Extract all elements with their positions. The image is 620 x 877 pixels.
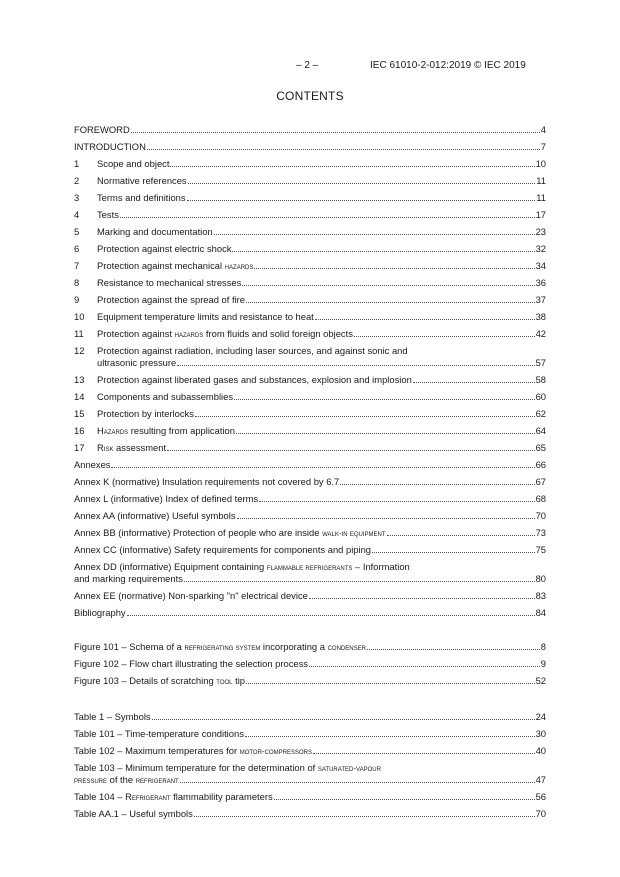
toc-entry[interactable] <box>74 459 546 471</box>
entry-title <box>97 226 213 238</box>
page-number: 4 <box>540 124 546 135</box>
page-number: 70 <box>535 510 546 521</box>
toc-entry[interactable] <box>74 277 546 289</box>
dot-leader <box>274 791 535 800</box>
dot-leader <box>245 728 535 737</box>
small-caps-term: refrigerating system <box>184 643 261 652</box>
toc-entry[interactable] <box>74 425 546 437</box>
entry-text: Protection by interlocks <box>97 408 194 419</box>
page-number: 17 <box>535 209 546 220</box>
toc-entry[interactable] <box>74 408 546 420</box>
dot-leader <box>246 675 535 684</box>
entry-number: 8 <box>74 277 80 288</box>
dot-leader <box>167 442 534 451</box>
dot-leader <box>188 175 536 184</box>
page-number: 80 <box>535 573 546 584</box>
dot-leader <box>177 357 534 366</box>
page-number: 32 <box>535 243 546 254</box>
page-number: 11 <box>536 175 546 186</box>
table-entry[interactable] <box>74 745 546 757</box>
small-caps-term: pressure <box>74 776 108 785</box>
dot-leader <box>194 808 535 817</box>
entry-title <box>97 357 176 369</box>
small-caps-term: walk-in equipment <box>322 529 386 538</box>
entry-title <box>74 774 179 787</box>
toc-entry[interactable] <box>74 311 546 323</box>
dot-leader <box>111 459 534 468</box>
entry-number: 1 <box>74 158 80 169</box>
entry-text: Annex AA (informative) Useful symbols <box>74 510 236 521</box>
entry-text: Table 1 – Symbols <box>74 711 151 722</box>
small-caps-term: condenser <box>327 643 366 652</box>
page-number: 38 <box>535 311 546 322</box>
dot-leader <box>180 774 535 783</box>
entry-text: Table 102 – Maximum temperatures for <box>74 745 240 756</box>
entry-text: Normative references <box>97 175 187 186</box>
small-caps-term: hazards <box>174 330 204 339</box>
entry-text: Tests <box>97 209 119 220</box>
page-number: 36 <box>535 277 546 288</box>
entry-title <box>74 476 339 488</box>
entry-number: 17 <box>74 442 85 453</box>
dot-leader <box>259 493 534 502</box>
toc-entry[interactable] <box>74 328 546 340</box>
small-caps-term: hazards <box>224 262 254 271</box>
entry-title: Protection against radiation, including laser sources, and against sonic and <box>97 345 408 356</box>
small-caps-term: Risk <box>97 442 114 453</box>
page-number: 10 <box>535 158 546 169</box>
page-number: 23 <box>535 226 546 237</box>
toc-entry[interactable] <box>74 391 546 403</box>
page-number: – 2 – <box>296 60 319 71</box>
entry-text: tip <box>232 675 246 686</box>
page-number: 58 <box>535 374 546 385</box>
dot-leader <box>340 476 534 485</box>
toc-entry[interactable] <box>74 573 546 585</box>
toc-entry[interactable] <box>74 141 546 153</box>
small-caps-term: flammable refrigerants <box>266 563 353 572</box>
page-number: 67 <box>535 476 546 487</box>
entry-text: Table 104 – <box>74 791 126 802</box>
dot-leader <box>242 277 534 286</box>
dot-leader <box>195 408 535 417</box>
page-number: 66 <box>535 459 546 470</box>
entry-number: 5 <box>74 226 80 237</box>
entry-title <box>97 260 253 273</box>
dot-leader <box>309 590 535 599</box>
entry-title <box>74 510 236 522</box>
toc-entry[interactable] <box>74 357 546 369</box>
entry-title <box>97 425 235 438</box>
entry-text: Figure 103 – Details of scratching <box>74 675 217 686</box>
dot-leader <box>309 658 540 667</box>
entry-text: Protection against liberated gases and substances, explosion and implosion <box>97 374 412 385</box>
dot-leader <box>367 641 540 650</box>
entry-title <box>97 294 245 306</box>
toc-entry[interactable] <box>74 476 546 488</box>
entry-title <box>74 675 245 688</box>
toc-entry[interactable] <box>74 544 546 556</box>
toc-entry[interactable] <box>74 442 546 454</box>
toc-entry[interactable] <box>74 260 546 272</box>
dot-leader <box>127 607 535 616</box>
entry-number: 2 <box>74 175 80 186</box>
page-number: 42 <box>535 328 546 339</box>
toc-entry[interactable] <box>74 493 546 505</box>
entry-text: Protection against the spread of fire <box>97 294 246 305</box>
entry-text: Annex L (informative) Index of defined terms <box>74 493 259 504</box>
entry-number: 10 <box>74 311 85 322</box>
table-entry[interactable] <box>74 808 546 820</box>
entry-text: Table 101 – Time-temperature conditions <box>74 728 244 739</box>
entry-text: Components and subassemblies <box>97 391 234 402</box>
toc-entry-first-line <box>74 345 546 357</box>
entry-title <box>74 459 110 471</box>
entry-title <box>74 808 193 820</box>
toc-entry[interactable] <box>74 243 546 255</box>
entry-title <box>74 607 126 619</box>
entry-title <box>74 527 386 540</box>
entry-text: Figure 102 – Flow chart illustrating the selection process <box>74 658 308 669</box>
dot-leader <box>187 192 536 201</box>
entry-text: Terms and definitions <box>97 192 186 203</box>
entry-number: 7 <box>74 260 80 271</box>
toc-entry[interactable] <box>74 527 546 539</box>
dot-leader <box>152 711 535 720</box>
dot-leader <box>246 294 535 303</box>
page-number: 30 <box>535 728 546 739</box>
table-entry[interactable] <box>74 791 546 803</box>
entry-title <box>74 728 244 740</box>
toc-entry[interactable] <box>74 294 546 306</box>
entry-title <box>74 141 146 153</box>
entry-title <box>74 745 312 758</box>
entry-text: ultrasonic pressure <box>97 357 177 368</box>
figure-entry[interactable] <box>74 675 546 687</box>
toc-entry[interactable] <box>74 175 546 187</box>
page-number: 64 <box>535 425 546 436</box>
entry-number: 3 <box>74 192 80 203</box>
entry-title <box>97 158 169 170</box>
dot-leader <box>387 527 535 536</box>
entry-title <box>97 408 194 420</box>
entry-title <box>74 124 130 136</box>
dot-leader <box>184 573 535 582</box>
entry-number: 16 <box>74 425 85 436</box>
entry-text: FOREWORD <box>74 124 130 135</box>
dot-leader <box>232 243 534 252</box>
toc-entry[interactable] <box>74 607 546 619</box>
dot-leader <box>120 209 535 218</box>
entry-text: Protection against <box>97 328 175 339</box>
small-caps-term: Refrigerant <box>125 791 171 802</box>
page-number: 57 <box>535 357 546 368</box>
entry-title <box>97 442 166 455</box>
figure-entry[interactable] <box>74 658 546 670</box>
toc-entry[interactable] <box>74 192 546 204</box>
dot-leader <box>147 141 540 150</box>
small-caps-term: Hazards <box>97 425 129 436</box>
entry-number: 15 <box>74 408 85 419</box>
entry-title <box>74 493 258 505</box>
entry-title <box>97 175 187 187</box>
dot-leader <box>254 260 534 269</box>
entry-title: Annex DD (informative) Equipment containing <box>74 561 267 572</box>
entry-title <box>97 209 119 221</box>
entry-title <box>74 711 151 723</box>
toc-entry[interactable] <box>74 124 546 136</box>
entry-title: – Information <box>352 561 410 572</box>
table-entry[interactable] <box>74 728 546 740</box>
page-number: 11 <box>536 192 546 203</box>
entry-text: Equipment temperature limits and resistance to heat <box>97 311 314 322</box>
page-number: 84 <box>535 607 546 618</box>
dot-leader <box>214 226 535 235</box>
page-number: 52 <box>535 675 546 686</box>
page-number: 7 <box>540 141 546 152</box>
page-number: 47 <box>535 774 546 785</box>
entry-text: flammability parameters <box>170 791 273 802</box>
page-number: 70 <box>535 808 546 819</box>
entry-text: Scope and object <box>97 158 170 169</box>
entry-text: Resistance to mechanical stresses <box>97 277 242 288</box>
toc-entry[interactable] <box>74 590 546 602</box>
figure-entry[interactable] <box>74 641 546 653</box>
entry-number: 6 <box>74 243 80 254</box>
entry-text: Figure 101 – Schema of a <box>74 641 185 652</box>
entry-title <box>74 641 366 654</box>
entry-text: and marking requirements <box>74 573 183 584</box>
entry-number: 4 <box>74 209 80 220</box>
entry-title <box>97 391 233 403</box>
entry-text: Marking and documentation <box>97 226 213 237</box>
dot-leader <box>413 374 535 383</box>
dot-leader <box>234 391 535 400</box>
entry-text: Annex CC (informative) Safety requirements for components and piping <box>74 544 372 555</box>
page-number: 62 <box>535 408 546 419</box>
page-number: 83 <box>535 590 546 601</box>
entry-text: Protection against electric shock <box>97 243 232 254</box>
toc-entry[interactable] <box>74 226 546 238</box>
dot-leader <box>315 311 535 320</box>
toc-entry[interactable] <box>74 209 546 221</box>
page-number: 65 <box>535 442 546 453</box>
entry-title <box>97 374 412 386</box>
entry-text: Annexes <box>74 459 111 470</box>
entry-text: incorporating a <box>260 641 328 652</box>
entry-title <box>97 192 186 204</box>
entry-title: Table 103 – Minimum temperature for the determination of <box>74 762 318 773</box>
dot-leader <box>354 328 535 337</box>
page-number: 8 <box>540 641 546 652</box>
entry-title <box>97 311 314 323</box>
entry-title <box>74 573 183 585</box>
entry-text: Protection against mechanical <box>97 260 225 271</box>
entry-text: of the <box>107 774 136 785</box>
entry-text: Bibliography <box>74 607 126 618</box>
table-entry-first-line <box>74 762 546 774</box>
page-number: 73 <box>535 527 546 538</box>
table-entry[interactable] <box>74 774 546 786</box>
dot-leader <box>170 158 534 167</box>
dot-leader <box>372 544 535 553</box>
page-number: 68 <box>535 493 546 504</box>
toc-entry[interactable] <box>74 158 546 170</box>
entry-title <box>97 243 231 255</box>
entry-text: from fluids and solid foreign objects <box>203 328 353 339</box>
toc-entry[interactable] <box>74 374 546 386</box>
page-number: 60 <box>535 391 546 402</box>
small-caps-term: tool <box>216 677 233 686</box>
entry-number: 12 <box>74 345 85 356</box>
page-number: 34 <box>535 260 546 271</box>
entry-number: 9 <box>74 294 80 305</box>
entry-title <box>74 590 308 602</box>
page-number: 75 <box>535 544 546 555</box>
dot-leader <box>131 124 540 133</box>
small-caps-term: saturated-vapour <box>317 764 381 773</box>
small-caps-term: refrigerant <box>135 776 179 785</box>
entry-text: Table AA.1 – Useful symbols <box>74 808 193 819</box>
entry-text: INTRODUCTION <box>74 141 146 152</box>
page-header <box>0 59 620 73</box>
page-number: 24 <box>535 711 546 722</box>
page-number: 40 <box>535 745 546 756</box>
page-number: 56 <box>535 791 546 802</box>
dot-leader <box>313 745 535 754</box>
entry-text: Annex EE (normative) Non-sparking "n" electrical device <box>74 590 308 601</box>
small-caps-term: motor-compressors <box>239 747 312 756</box>
entry-title <box>74 791 273 804</box>
entry-text: assessment <box>113 442 167 453</box>
toc-entry-first-line <box>74 561 546 573</box>
entry-number: 13 <box>74 374 85 385</box>
entry-number: 11 <box>74 328 84 339</box>
toc-entry[interactable] <box>74 510 546 522</box>
page-number: 9 <box>540 658 546 669</box>
entry-title <box>74 658 308 670</box>
dot-leader <box>236 425 535 434</box>
entry-title <box>97 277 241 289</box>
document-id: IEC 61010-2-012:2019 © IEC 2019 <box>370 60 526 71</box>
entry-title <box>97 328 353 341</box>
contents-title: CONTENTS <box>276 89 344 103</box>
page-number: 37 <box>535 294 546 305</box>
table-entry[interactable] <box>74 711 546 723</box>
entry-text: resulting from application <box>128 425 235 436</box>
entry-text: Annex BB (informative) Protection of people who are inside <box>74 527 323 538</box>
entry-title <box>74 544 371 556</box>
dot-leader <box>237 510 535 519</box>
entry-number: 14 <box>74 391 85 402</box>
entry-text: Annex K (normative) Insulation requirements not covered by 6.7 <box>74 476 340 487</box>
